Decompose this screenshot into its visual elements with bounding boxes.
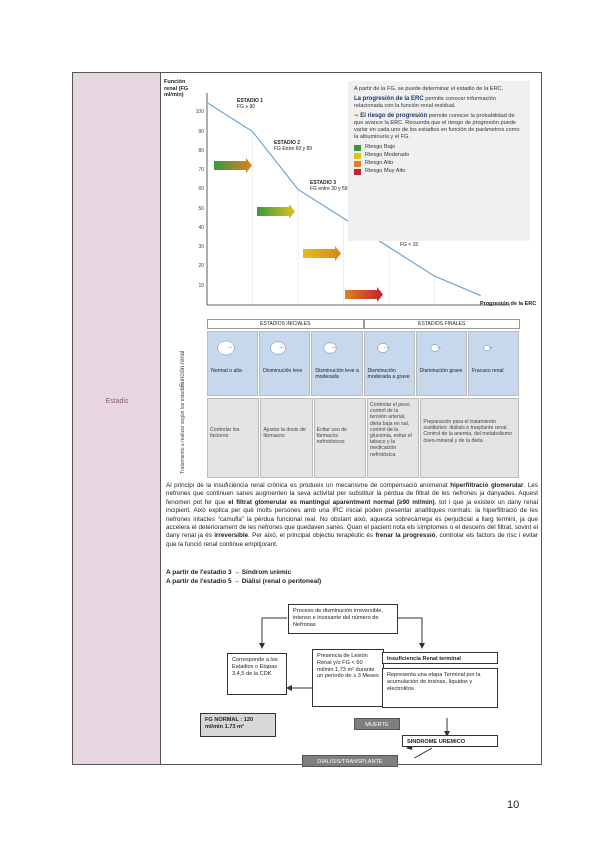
legend-item [354,152,524,159]
treatment-cell: Controlar el peso, control de la tensión arterial, dieta baja en sal, control de la glucemia, evitar el tabaco y la medicación nefrotóxica [367,398,419,478]
info-p2 [354,96,524,110]
legend-swatch [354,169,361,175]
stage-name: ESTADIO 3 [310,180,337,186]
section-label: Estadis [105,398,129,405]
function-row [207,331,520,396]
info-p3 [354,113,524,141]
x-axis-title: Progresión de la ERC [480,301,537,307]
y-tick-label: 20 [198,263,204,270]
legend-label: Riesgo Muy Alto [365,168,406,174]
function-cell [416,331,467,396]
stage-range: FG Entre 60 y 89 [274,146,313,152]
legend-swatch [354,153,361,159]
function-cell [259,331,310,396]
y-tick-label: 80 [198,147,204,154]
y-tick-label: 100 [195,109,204,116]
risk-arrow-3 [303,246,341,261]
stage-note-1: A partir de l'estadio 3 → Síndrom urèmic [166,569,292,576]
stage-name: ESTADIO 1 [237,98,264,104]
risk-arrow-1 [214,158,252,173]
body-paragraph: Al principi de la insuficiència renal crònica es produeix un mecanisme de compensació anomenat hiperfiltració glomerular. Les nefrones que continuen sanes augmenten la seva activitat per substituir la pèrdua de filtrat de les nefrones ja danyades. Aquest fenomen pot fer que el filtrat glomerular es mantingui aparentment normal (≥90 ml/min), tot i que ja existeix un dany renal incipient. Això explica per què molts persones amb una IRC inicial poden presentar analítiques normals: la hiperfiltració de les nefrones intactes “camufla” la pèrdua funcional real. No obstant això, aquesta sobrecàrrega és perjudicial a llarg termini, ja que accelera el deteriorament de les nefrones que quedaven sanes. Quan el pacient nota els símptomes o el descens del filtrat, sovint el dany renal ja és irreversible. Per això, el principal objectiu terapèutic és frenar la progressió, controlar els factors de risc i evitar que la funció renal continue empitjorant. [166,482,538,548]
stage-note-2: A partir de l'estadio 5 → Diàlisi (renal o peritoneal) [166,578,322,585]
legend-label: Riesgo Alto [365,160,394,166]
function-cell-label: Fracaso renal [471,368,504,374]
y-axis-title: Función renal (FG ml/min) [164,79,189,98]
function-cell [364,331,415,396]
gfr-point [479,295,481,297]
treatment-row [207,398,520,478]
kidney-icon [320,338,340,358]
info-p2-hdr: La progresión de la ERC [354,96,424,102]
y-tick-label: 30 [198,244,204,251]
group-initial: ESTADIOS INICIALES [207,319,364,329]
info-box [348,81,530,241]
flow-left-box: Corresponde a los Estadios o Etapas 3,4,5 de la CDK [227,653,287,695]
treatment-cell: Evitar uso de fármacos nefrotóxicos [314,398,366,478]
kidney-icon [425,338,445,358]
stage-range: FG ≥ 90 [237,104,256,110]
risk-legend [354,144,524,175]
gfr-point [206,102,208,104]
y-tick-label: 60 [198,186,204,193]
stage-groups [207,319,520,329]
stage-range: FG < 15 [400,242,419,248]
stage-label [274,140,312,152]
y-tick-label: 10 [198,282,204,289]
group-final: ESTADIOS FINALES [364,319,521,329]
info-p2-text: permite conocer información relacionada con la función renal residual. [354,96,496,109]
legend-swatch [354,161,361,167]
flow-top-box: Proceso de disminución irreversible, intenso e incesante del número de Nefronas [288,604,398,634]
stage-name: ESTADIO 2 [274,140,301,146]
content-cell [162,73,541,764]
flow-mid-box: Presencia de Lesión Renal y/o FG < 60 ml/min 1,73 m² durante un período de ≥ 3 Meses [312,649,384,707]
treatment-cell: Preparación para el tratamiento sustitutivo: diálisis o trasplante renal. Control de la anemia, del metabolismo óseo-mineral y de la dieta [420,398,519,478]
kidney-icon [268,338,288,358]
treatment-cell: Ajustar la dosis de fármacos [260,398,312,478]
kidney-icon [216,338,236,358]
page-number: 10 [507,799,520,811]
legend-item [354,160,524,167]
y-tick-label: 40 [198,224,204,231]
y-tick-label: 70 [198,167,204,174]
function-cell-label: Normal o alta [211,368,242,374]
risk-arrow-4 [345,287,383,302]
info-p3-text: permite conocer la probabilidad de que avance la ERC. Recuerda que el riesgo de progresión puede variar en cada uno de los estadios en función de parámetros como la albuminuria y el FG. [354,113,520,140]
function-cell-label: Disminución grave [419,368,463,374]
stage-label [237,98,263,110]
kidney-icon [373,338,393,358]
function-cell-label: Disminución leve [263,368,303,374]
treatment-row-header: Tratamiento a realizar según los estadios [180,382,186,474]
kidney-icon [477,338,497,358]
info-p3-hdr: El riesgo de progresión [360,113,428,119]
y-tick-label: 90 [198,128,204,135]
fg-normal-box: FG NORMAL : 120 ml/min 1.73 m² [200,713,276,737]
flow-uremic-box: SINDROME UREMICO [402,735,498,747]
treatment-cell: Controlar los factores [207,398,259,478]
function-row-header: Función renal [180,350,186,387]
legend-swatch [354,145,361,151]
function-cell-label: Disminución leve a moderada [315,368,359,381]
flow-death-box: MUERTE [354,718,400,730]
flow-right-box: Representa una etapa Terminal por la acumulación de toxinas, líquidos y electrolitos [382,668,498,708]
function-cell [311,331,362,396]
arrow-icon: ➡ [354,113,359,119]
legend-label: Riesgo Moderado [365,152,410,158]
function-cell [207,331,258,396]
section-label-column [73,73,161,764]
legend-label: Riesgo Bajo [365,144,396,150]
function-cell-label: Disminución moderada a grave [367,368,410,381]
y-tick-label: 50 [198,205,204,212]
stage-notes [166,568,321,586]
flow-dialysis-box: DIALISIS/TRANSPLANTE [302,755,398,767]
legend-item [354,144,524,151]
function-cell [468,331,519,396]
info-p1: A partir de la FG, se puede determinar el estadio de la ERC. [354,86,504,92]
stage-range: FG entre 30 y 59 [310,186,348,192]
legend-item [354,168,524,175]
page-frame [72,72,542,765]
risk-arrow-2 [257,204,295,219]
stage-label [310,180,348,192]
flow-right-header: Insuficiencia Renal terminal [382,652,498,664]
ckd-chart [162,73,541,323]
